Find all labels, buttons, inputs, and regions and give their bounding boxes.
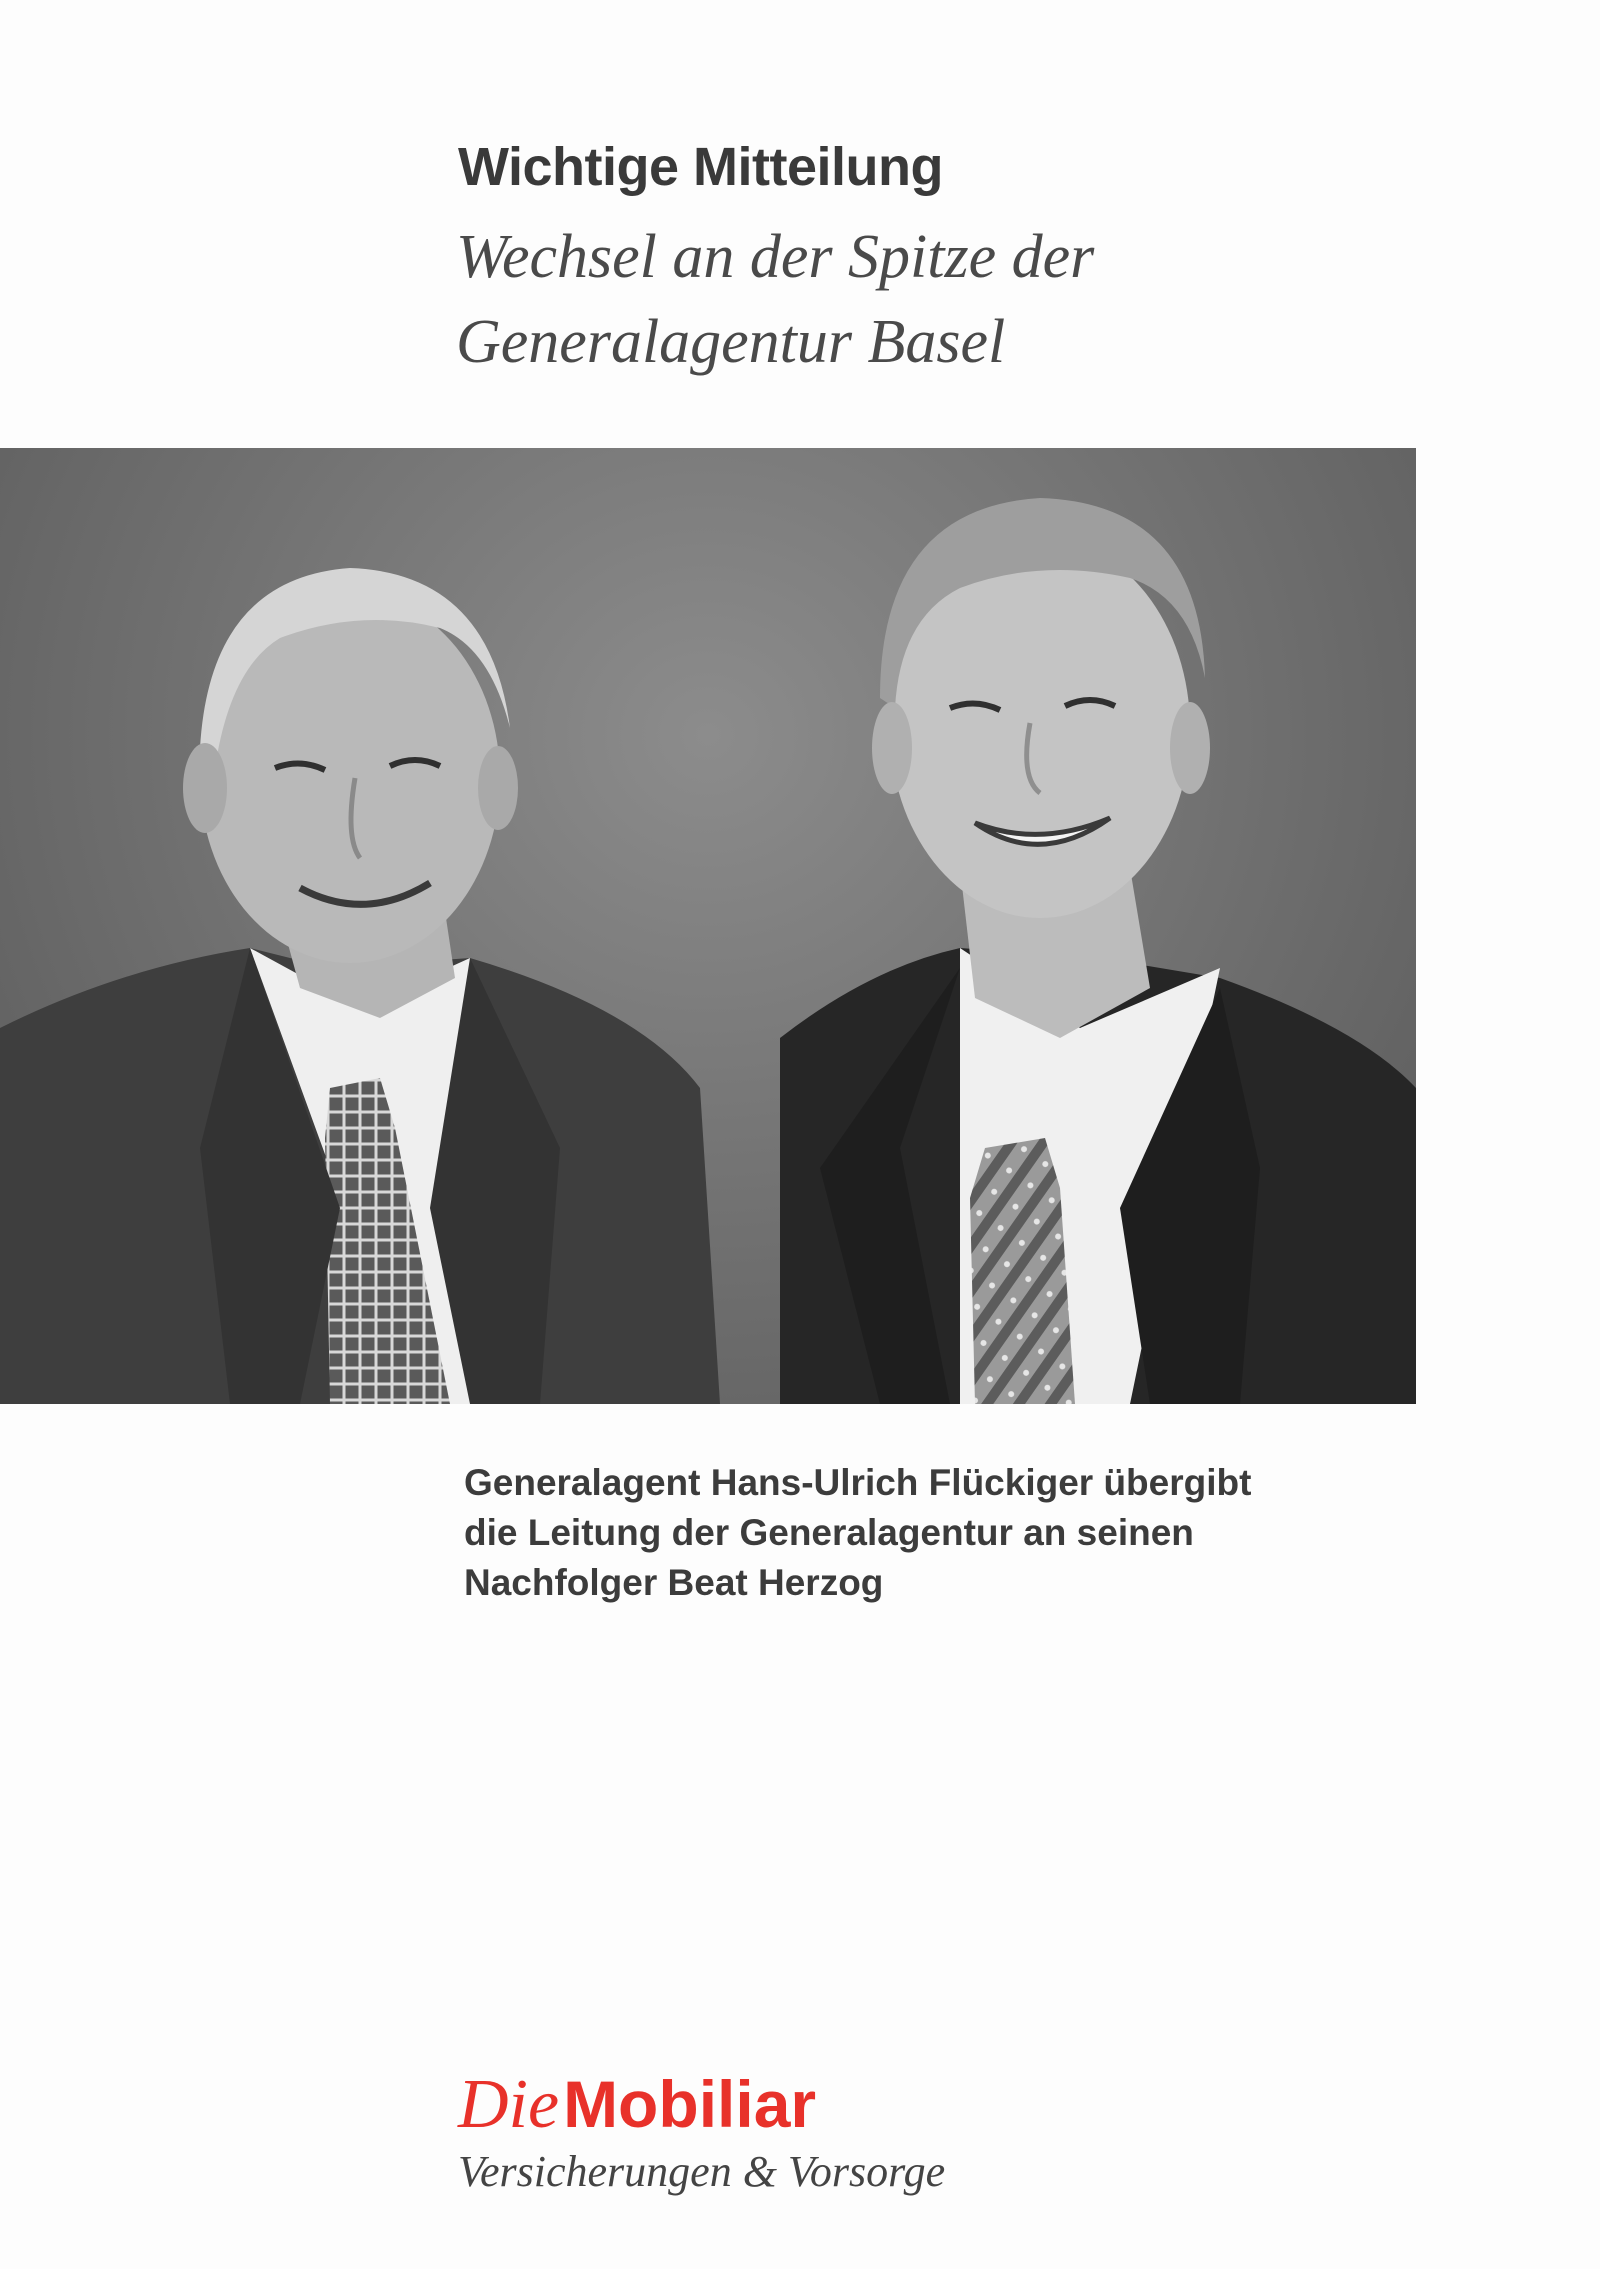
page-title: Wichtige Mitteilung — [458, 137, 943, 197]
person-left — [0, 568, 720, 1404]
subtitle-line: Wechsel an der Spitze der — [456, 223, 1095, 291]
page-subtitle — [456, 215, 1456, 385]
logo-wordmark — [458, 2066, 945, 2143]
caption-line: Generalagent Hans-Ulrich Flückiger übergibt — [464, 1462, 1252, 1503]
person-right — [780, 498, 1416, 1404]
caption-line: Nachfolger Beat Herzog — [464, 1562, 884, 1603]
subtitle-line: Generalagentur Basel — [456, 308, 1006, 376]
caption-line: die Leitung der Generalagentur an seinen — [464, 1512, 1194, 1553]
photo-caption — [464, 1458, 1464, 1608]
logo-brand-text: Mobiliar — [563, 2067, 817, 2141]
company-logo — [458, 2066, 946, 2197]
logo-die-text: Die — [458, 2066, 560, 2143]
portrait-photo — [0, 448, 1416, 1404]
logo-tagline: Versicherungen & Vorsorge — [458, 2147, 946, 2196]
